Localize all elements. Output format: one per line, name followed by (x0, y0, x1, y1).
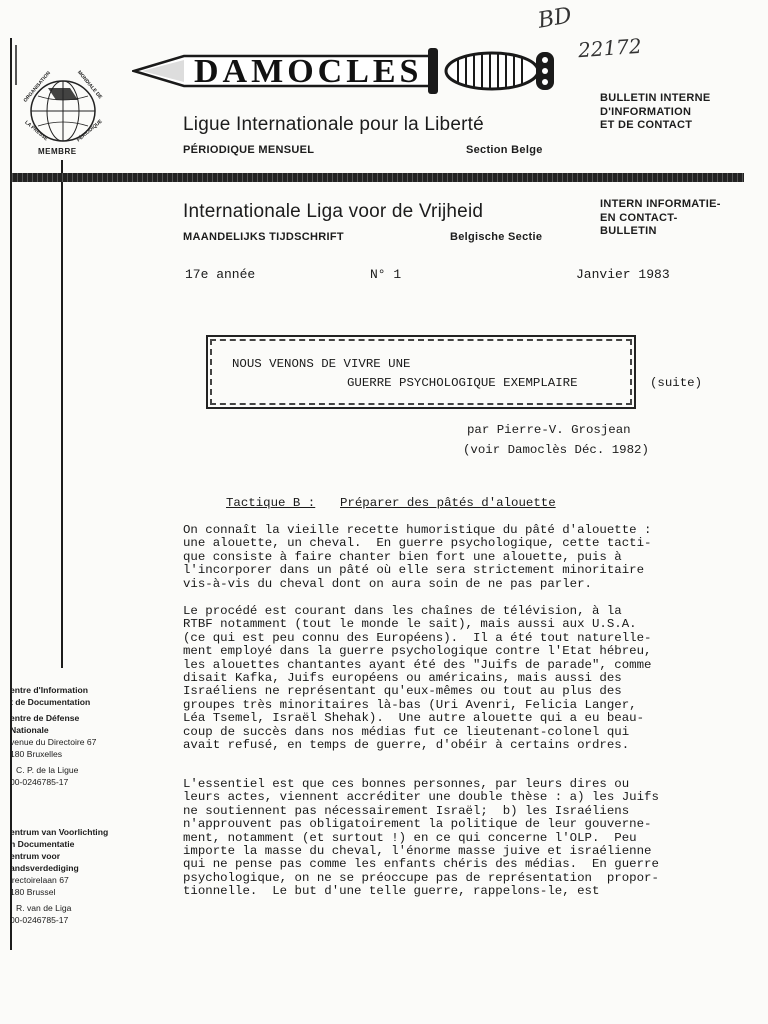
section-title: Préparer des pâtés d'alouette (340, 496, 556, 510)
byline-reference: (voir Damoclès Déc. 1982) (463, 443, 649, 457)
side-tick (15, 45, 17, 85)
issue-year: 17e année (185, 267, 256, 282)
press-badge (18, 69, 108, 160)
paragraph-1: On connaît la vieille recette humoristique du pâté d'alouette : une alouette, un cheval. En guerre psychologique, cette tacti- que consiste à faire chanter bien fort une alouette, puis à l'incorporer dans un pâté où elle sera strictement minoritaire vis-à-vis du cheval dont on aura soin de ne pas parler. (183, 523, 652, 591)
section-label: Tactique B : (226, 496, 316, 510)
bulletin-label-nl: INTERN INFORMATIE- EN CONTACT- BULLETIN (600, 198, 721, 237)
inner-column-rule (61, 160, 63, 668)
paragraph-3: L'essentiel est que ces bonnes personnes, par leurs dires ou leurs actes, viennent accréditer une double thèse : a) les Juifs ne soutiennent pas nécessairement Israël; b) les Israéliens n'approuvent pas obligatoirement la politique de leur gouverne- ment, notamment (et surtout !) en ce qui concerne l'OLP. Peu importe la masse du cheval, l'énorme masse juive et israélienne qui ne pense pas comme les enfants chéris des médias. En guerre psychologique, on ne se préoccupe pas de représentation propor- tionnelle. Le but d'une telle guerre, rappelons-le, est (183, 777, 659, 899)
paragraph-2: Le procédé est courant dans les chaînes de télévision, à la RTBF notamment (tout le monde le sait), mais aussi aux U.S.A. (ce qui est peu connu des Européens). Il a été tout naturelle- ment employé dans la guerre psychologique contre l'Etat hébreu, les alouettes chantantes ayant été des "Juifs de parade", comme disait Kafka, Juifs européens ou américains, mais aussi des Israéliens ne représentant qu'eux-mêmes ou tout au plus des groupes très minoritaires là-bas (Uri Avenri, Felicia Langer, Léa Tsemel, Israël Shehak). Une autre alouette qui a eu beau- coup de succès dans nos médias fut ce lieutenant-colonel qui avait refusé, en temps de guerre, d'obéir à certains ordres. (183, 604, 652, 753)
badge-text-bottom-right: PÉRIODIQUE (75, 118, 104, 144)
headline-line-2: GUERRE PSYCHOLOGIQUE EXEMPLAIRE (347, 376, 578, 390)
byline-author: par Pierre-V. Grosjean (467, 423, 631, 437)
sidebar-contact-fr: entre d'Information t de Documentation entre de Défense Nationale venue du Directoire 67 180 Bruxelles C. P. de la Ligue 00-0246785-17 (10, 685, 97, 787)
issue-number: N° 1 (370, 267, 402, 282)
badge-text-top-left: ORGANISATION (22, 70, 52, 104)
section-label-fr: Section Belge (466, 144, 543, 156)
damocles-logo (132, 44, 562, 98)
badge-text-bottom-left: LA PRESSE (23, 119, 49, 143)
bulletin-label-fr: BULLETIN INTERNE D'INFORMATION ET DE CONTACT (600, 92, 711, 131)
headline-box (206, 335, 636, 409)
headline-line-1: NOUS VENONS DE VIVRE UNE (232, 357, 411, 371)
league-title-fr: Ligue Internationale pour la Liberté (183, 114, 484, 135)
periodical-label-fr: PÉRIODIQUE MENSUEL (183, 144, 315, 156)
badge-member-label: MEMBRE (38, 147, 77, 156)
badge-text-top-right: MONDIALE DE (75, 69, 104, 101)
headline-suffix: (suite) (650, 376, 703, 390)
sidebar-contact-nl: entrum van Voorlichting n Documentatie entrum voor andsverdediging irectoirelaan 67 180 Brussel R. van de Liga 00-0246785-17 (10, 827, 109, 925)
issue-date: Janvier 1983 (576, 267, 670, 282)
header-separator (10, 173, 744, 182)
periodical-label-nl: MAANDELIJKS TIJDSCHRIFT (183, 231, 344, 243)
handwritten-reference-right: 22172 (577, 33, 643, 63)
section-label-nl: Belgische Sectie (450, 231, 543, 243)
brand-wordmark: DAMOCLES (194, 53, 423, 90)
handwritten-reference-left: BD (536, 3, 574, 34)
league-title-nl: Internationale Liga voor de Vrijheid (183, 201, 484, 222)
